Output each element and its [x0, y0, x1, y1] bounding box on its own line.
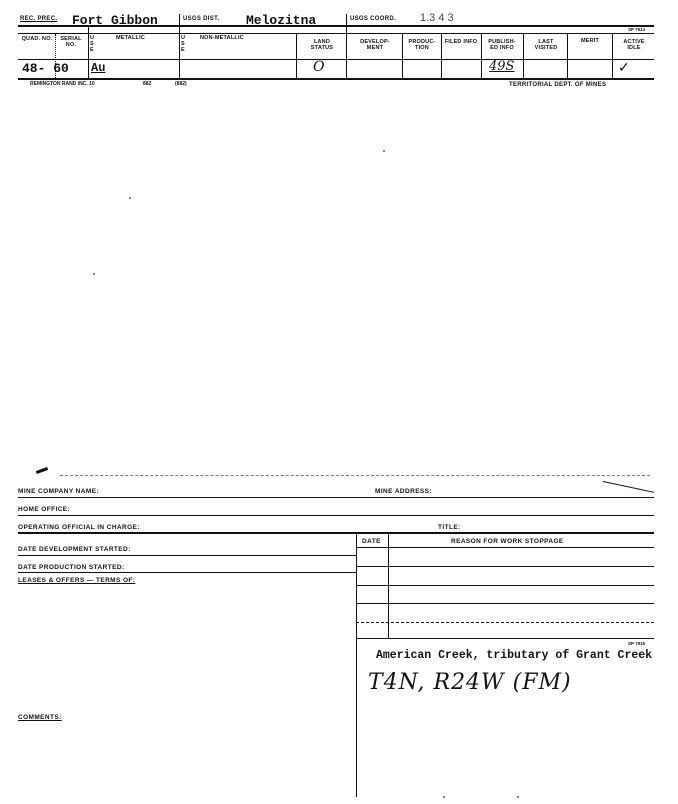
rule [356, 547, 654, 548]
rule [18, 532, 654, 534]
active-idle-value: ✓ [618, 60, 630, 76]
scan-speck [93, 273, 95, 275]
rec-prec-label: REC. PREC. [20, 16, 58, 22]
printer-credit: REMINGTON RAND INC. 10 [30, 81, 95, 87]
reason-column-label: REASON FOR WORK STOPPAGE [451, 538, 564, 545]
rule [18, 515, 654, 516]
use-label: U S E [90, 35, 95, 53]
quad-value: 48- 60 [22, 61, 69, 76]
col-sep [346, 14, 347, 78]
col-sep [612, 34, 613, 78]
last-visited-label: LAST VISITED [534, 39, 558, 51]
date-column-label: DATE [362, 538, 381, 545]
department-name: TERRITORIAL DEPT. OF MINES [509, 82, 607, 88]
scan-mark [36, 467, 48, 474]
col-sep [481, 34, 482, 78]
value-row-bottom-rule [18, 78, 654, 80]
mine-address-label: MINE ADDRESS: [375, 488, 432, 495]
scan-speck [517, 796, 519, 798]
scan-stroke [603, 481, 654, 493]
use2-label: U S E [181, 35, 186, 53]
col-sep [402, 34, 403, 78]
card-edge [60, 475, 650, 476]
quad-label: QUAD. NO. [21, 36, 53, 42]
print-code-2: (882) [175, 81, 187, 87]
subheader-rule [18, 33, 179, 34]
rule [18, 555, 356, 556]
non-metallic-label: NON-METALLIC [200, 35, 244, 41]
rule [356, 638, 654, 639]
rule [18, 497, 654, 498]
usgs-coord-label: USGS COORD. [350, 16, 396, 22]
land-status-label: LAND STATUS [310, 39, 334, 51]
form-number: SP 7915 [628, 641, 646, 646]
comments-label: COMMENTS: [18, 714, 62, 721]
col-sep [441, 34, 442, 78]
rule [356, 603, 654, 604]
value-row-top-rule [18, 59, 654, 60]
date-development-label: DATE DEVELOPMENT STARTED: [18, 546, 131, 553]
scan-speck [383, 150, 385, 152]
rule [356, 622, 654, 623]
land-status-value: O [313, 59, 325, 75]
subheader-rule [179, 33, 654, 34]
rule [356, 585, 654, 586]
mine-company-label: MINE COMPANY NAME: [18, 488, 99, 495]
production-label: PRODUC- TION [408, 39, 436, 51]
print-code: 882 [143, 81, 152, 87]
leases-label: LEASES & OFFERS — TERMS OF: [18, 577, 136, 584]
usgs-dist-label: USGS DIST. [183, 16, 220, 22]
rec-prec-value: Fort Gibbon [72, 13, 158, 28]
rule [356, 566, 654, 567]
handwritten-note: T4N, R24W (FM) [368, 670, 572, 695]
col-sep [179, 14, 180, 78]
merit-label: MERIT [580, 38, 600, 44]
col-sep [296, 34, 297, 78]
date-production-label: DATE PRODUCTION STARTED: [18, 564, 125, 571]
filed-info-label: FILED INFO [444, 39, 478, 45]
form-number: SP 7914 [628, 27, 646, 32]
section-divider [356, 533, 357, 797]
development-label: DEVELOP- MENT [360, 39, 390, 51]
serial-label: SERIAL NO. [60, 36, 82, 48]
usgs-coord-value: 1.3 4 3 [420, 12, 454, 24]
published-value: 49S [489, 59, 515, 74]
metallic-label: METALLIC [116, 35, 145, 41]
title-label: TITLE: [438, 524, 461, 531]
col-sep [567, 34, 568, 78]
rule [18, 572, 356, 573]
usgs-dist-value: Melozitna [246, 13, 317, 28]
scan-speck [443, 796, 445, 798]
typed-note: American Creek, tributary of Grant Creek [376, 649, 653, 662]
operating-official-label: OPERATING OFFICIAL IN CHARGE: [18, 524, 140, 531]
home-office-label: HOME OFFICE: [18, 506, 71, 513]
published-info-label: PUBLISH- ED INFO [488, 39, 516, 51]
active-idle-label: ACTIVE IDLE [623, 39, 645, 51]
scan-speck [129, 197, 131, 199]
metallic-value: Au [91, 61, 106, 75]
col-sep [523, 34, 524, 78]
